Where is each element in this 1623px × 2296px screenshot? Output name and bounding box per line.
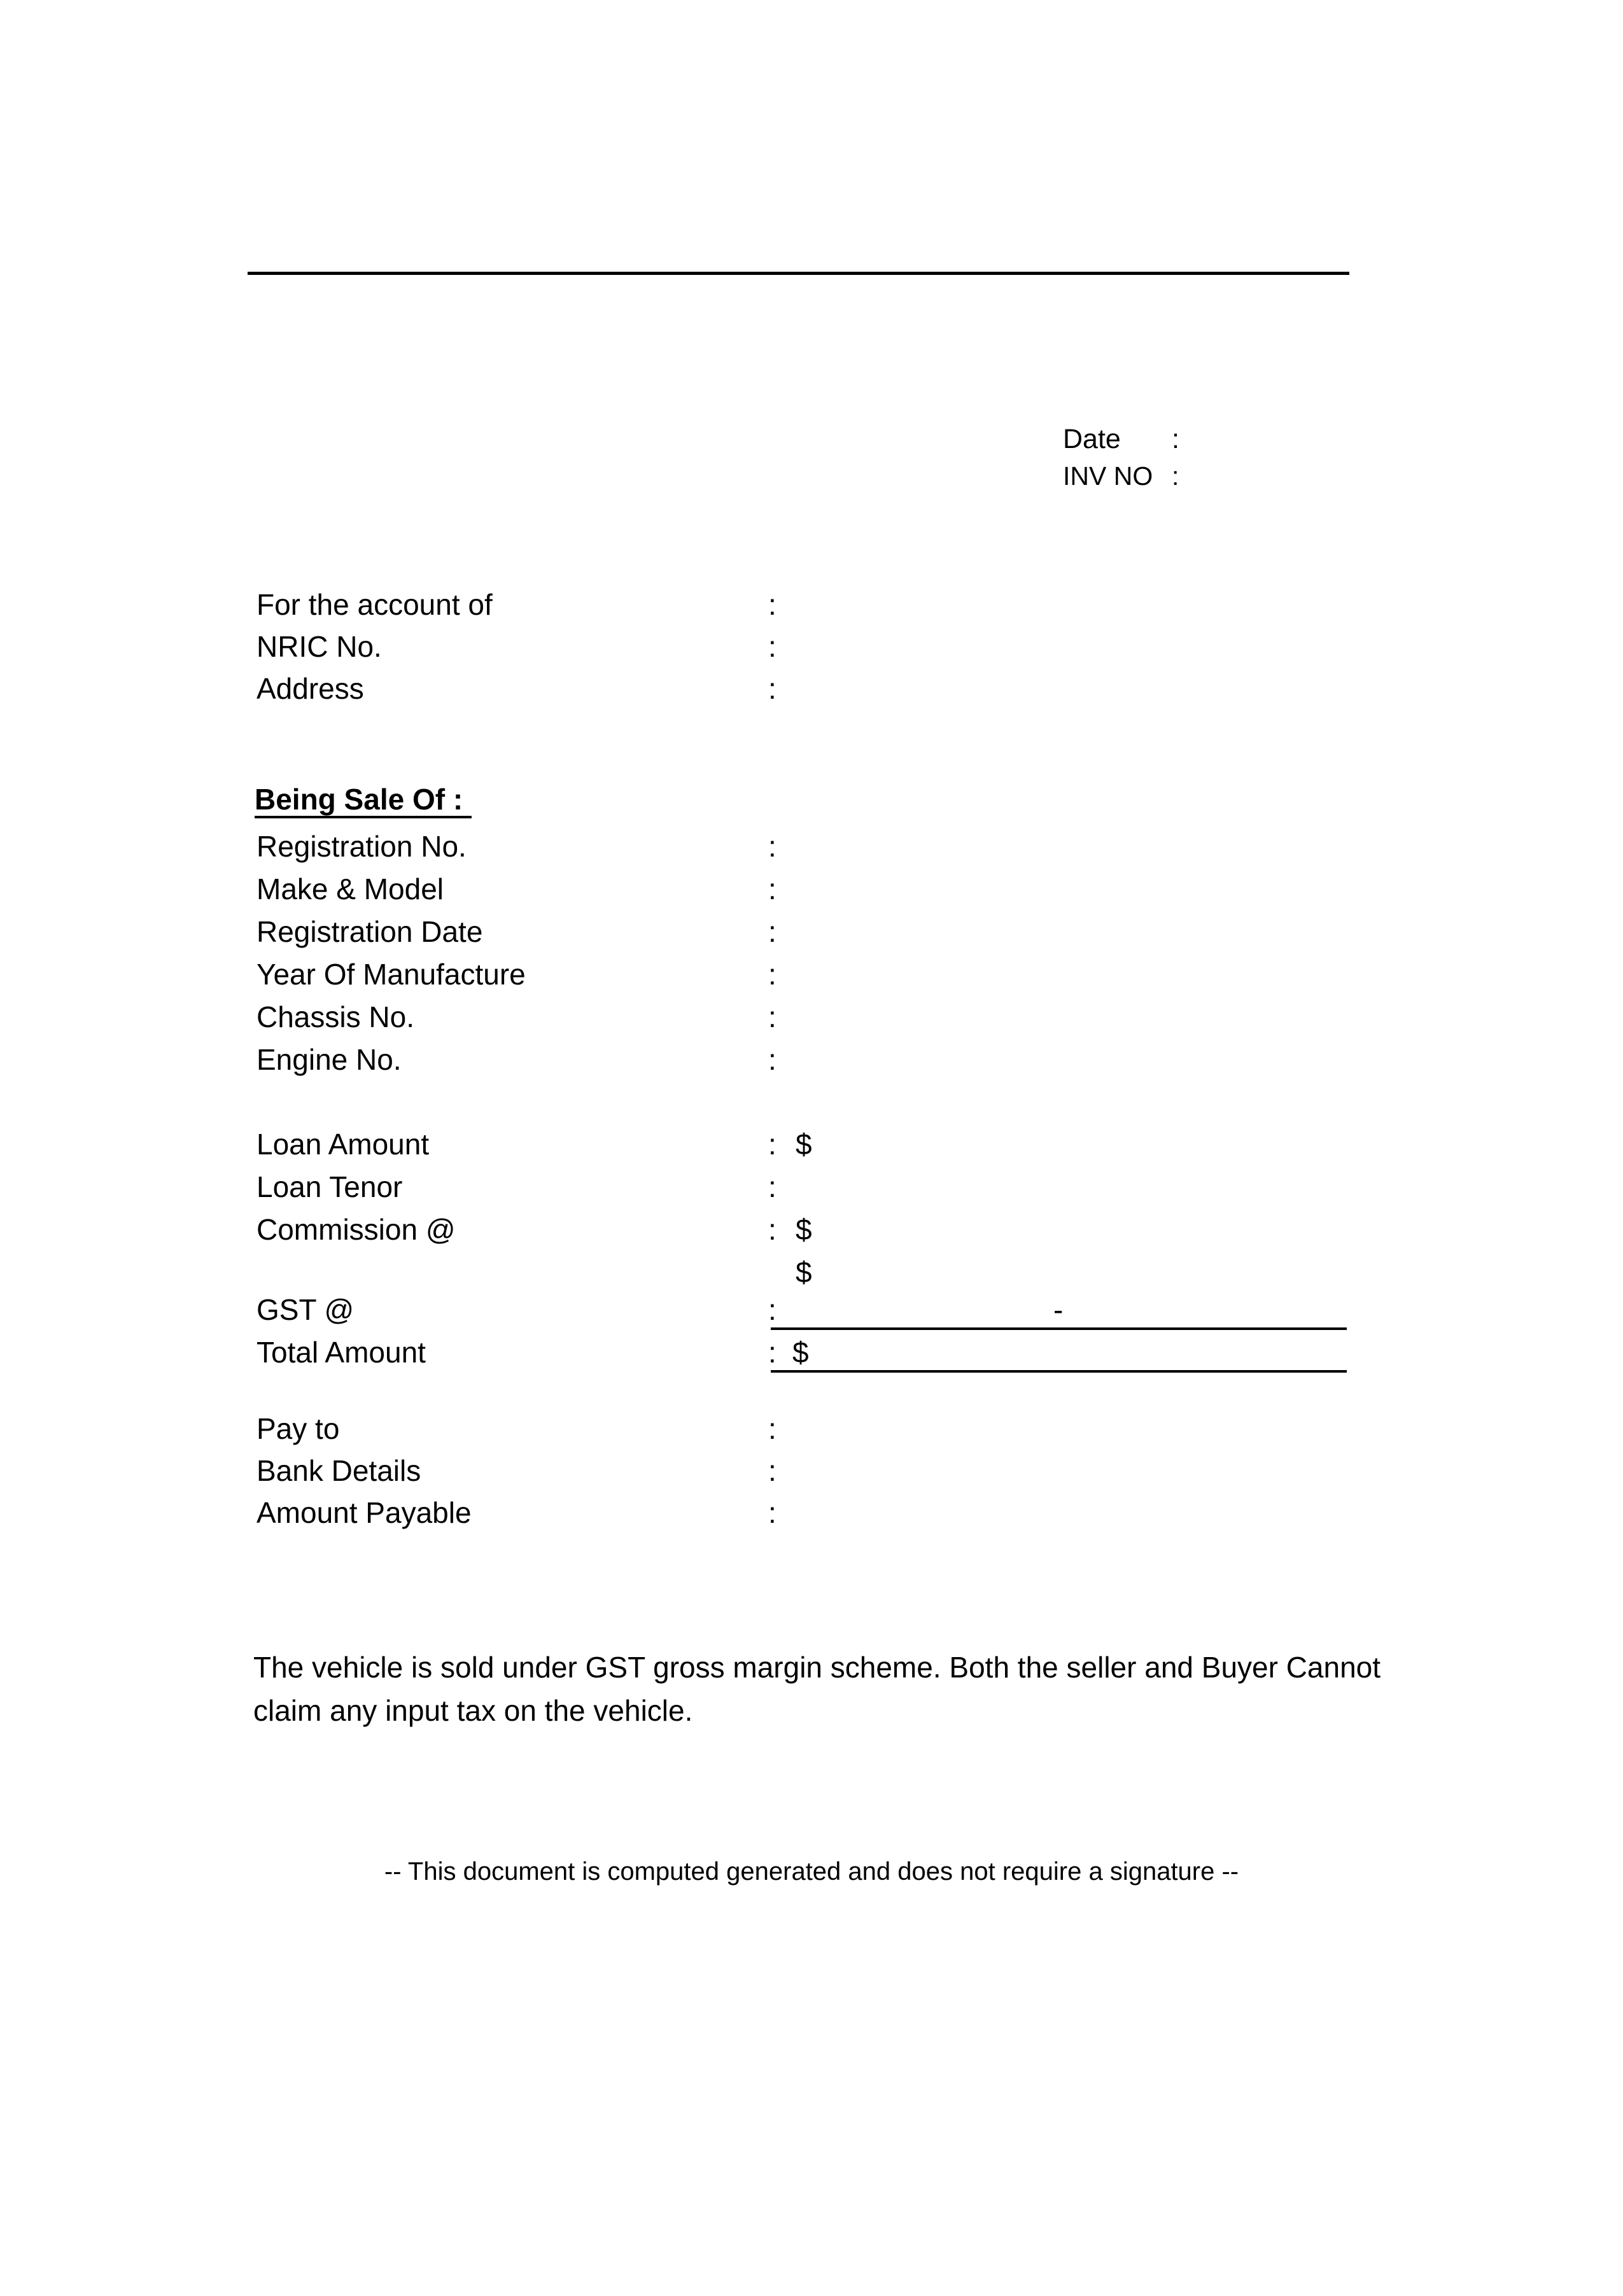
address-label: Address — [256, 672, 364, 705]
make-model-colon: : — [768, 872, 776, 906]
year-of-manufacture-row — [0, 953, 1623, 995]
chassis-no-row — [0, 996, 1623, 1038]
bank-details-row — [0, 1450, 1623, 1492]
engine-no-colon: : — [768, 1043, 776, 1076]
date-colon: : — [1172, 424, 1179, 454]
gst-fill-line — [771, 1327, 1347, 1330]
loan-amount-colon: : — [768, 1128, 776, 1161]
address-colon: : — [768, 672, 776, 705]
amount-payable-label: Amount Payable — [256, 1496, 472, 1529]
for-account-row — [0, 584, 1623, 626]
gst-note-line-1: The vehicle is sold under GST gross margin scheme. Both the seller and Buyer Cannot — [253, 1651, 1381, 1684]
registration-date-label: Registration Date — [256, 915, 483, 948]
loan-tenor-label: Loan Tenor — [256, 1170, 403, 1203]
registration-no-colon: : — [768, 830, 776, 863]
header-divider — [248, 272, 1349, 275]
date-label: Date — [1063, 424, 1121, 454]
total-amount-label: Total Amount — [256, 1336, 426, 1369]
total-amount-colon: : — [768, 1336, 776, 1369]
commission-label: Commission @ — [256, 1213, 456, 1246]
being-sale-heading-row — [0, 783, 1623, 825]
loan-amount-row — [0, 1123, 1623, 1165]
computer-generated-notice: -- This document is computed generated and does not require a signature -- — [384, 1858, 1239, 1886]
nric-colon: : — [768, 630, 776, 663]
commission-dollar-sign: $ — [796, 1213, 812, 1246]
gst-dash: - — [1053, 1293, 1064, 1326]
year-of-manufacture-label: Year Of Manufacture — [256, 958, 526, 991]
gst-row — [0, 1289, 1623, 1331]
amount-payable-colon: : — [768, 1496, 776, 1529]
gst-note-line-2: claim any input tax on the vehicle. — [253, 1694, 693, 1727]
chassis-no-colon: : — [768, 1000, 776, 1033]
for-account-label: For the account of — [256, 588, 493, 621]
inv-no-label: INV NO — [1063, 461, 1153, 491]
address-row — [0, 668, 1623, 710]
pay-to-row — [0, 1408, 1623, 1450]
gst-label: GST @ — [256, 1293, 355, 1326]
total-amount-dollar-sign: $ — [792, 1336, 809, 1369]
amount-payable-row — [0, 1492, 1623, 1534]
registration-date-row — [0, 911, 1623, 953]
commission-continuation-row — [0, 1251, 1623, 1293]
registration-no-label: Registration No. — [256, 830, 467, 863]
inv-no-colon: : — [1172, 461, 1179, 491]
nric-row — [0, 626, 1623, 668]
total-fill-line — [771, 1370, 1347, 1373]
being-sale-heading: Being Sale Of : — [255, 783, 472, 818]
loan-tenor-row — [0, 1166, 1623, 1208]
chassis-no-label: Chassis No. — [256, 1000, 414, 1033]
engine-no-row — [0, 1039, 1623, 1081]
inv-no-row — [0, 455, 1623, 497]
registration-date-colon: : — [768, 915, 776, 948]
total-amount-row — [0, 1331, 1623, 1373]
nric-label: NRIC No. — [256, 630, 382, 663]
engine-no-label: Engine No. — [256, 1043, 402, 1076]
loan-amount-dollar-sign: $ — [796, 1128, 812, 1161]
year-of-manufacture-colon: : — [768, 958, 776, 991]
for-account-colon: : — [768, 588, 776, 621]
make-model-row — [0, 868, 1623, 910]
pay-to-colon: : — [768, 1412, 776, 1445]
date-row — [0, 418, 1623, 460]
pay-to-label: Pay to — [256, 1412, 340, 1445]
commission-colon: : — [768, 1213, 776, 1246]
extra-dollar-sign: $ — [796, 1256, 812, 1289]
bank-details-colon: : — [768, 1454, 776, 1487]
make-model-label: Make & Model — [256, 872, 444, 906]
commission-row — [0, 1208, 1623, 1250]
registration-no-row — [0, 825, 1623, 867]
loan-tenor-colon: : — [768, 1170, 776, 1203]
bank-details-label: Bank Details — [256, 1454, 421, 1487]
loan-amount-label: Loan Amount — [256, 1128, 430, 1161]
gst-colon: : — [768, 1293, 776, 1326]
